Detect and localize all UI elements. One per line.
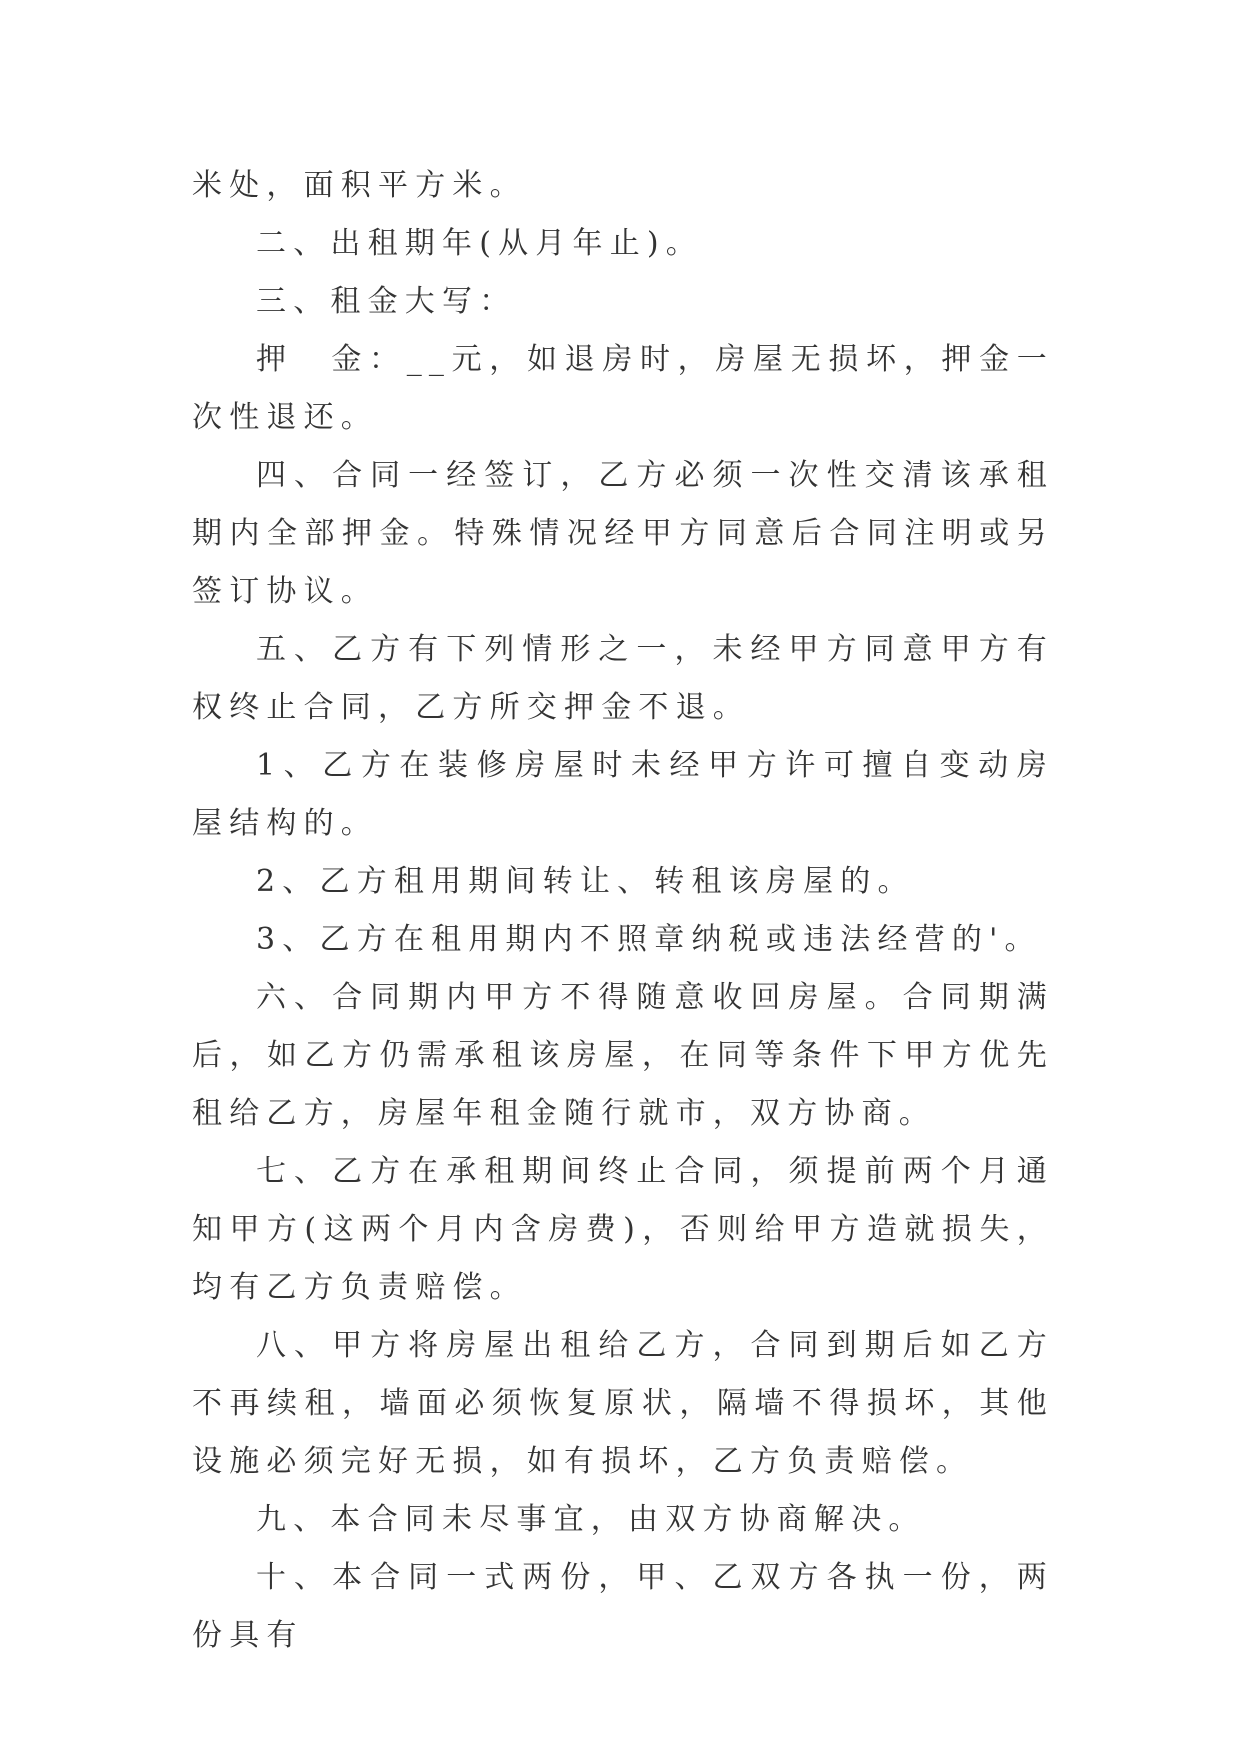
paragraph-clause-9-negotiation: 九、本合同未尽事宜，由双方协商解决。 [256, 1502, 926, 1537]
paragraph-clause-7-early-termination: 七、乙方在承租期间终止合同，须提前两个月通知甲方(这两个月内含房费)，否则给甲方造就损失，均有乙方负责赔偿。 [192, 1154, 1054, 1305]
paragraph-clause-5-termination: 五、乙方有下列情形之一，未经甲方同意甲方有权终止合同，乙方所交押金不退。 [192, 632, 1054, 725]
paragraph-deposit: 押 金：__元，如退房时，房屋无损坏，押金一次性退还。 [192, 342, 1054, 435]
paragraph-clause-2-term: 二、出租期年(从月年止)。 [256, 226, 704, 261]
paragraph-item-1-structure: 1、乙方在装修房屋时未经甲方许可擅自变动房屋结构的。 [192, 748, 1054, 841]
paragraph-clause-3-rent: 三、租金大写： [256, 284, 517, 319]
paragraph-item-2-sublet: 2、乙方租用期间转让、转租该房屋的。 [256, 864, 915, 899]
paragraph-clause-6-renewal: 六、合同期内甲方不得随意收回房屋。合同期满后，如乙方仍需承租该房屋，在同等条件下甲方优先租给乙方，房屋年租金随行就市，双方协商。 [192, 980, 1054, 1131]
paragraph-clause-8-restoration: 八、甲方将房屋出租给乙方，合同到期后如乙方不再续租，墙面必须恢复原状，隔墙不得损坏，其他设施必须完好无损，如有损坏，乙方负责赔偿。 [192, 1328, 1054, 1479]
paragraph-clause-4-payment: 四、合同一经签订，乙方必须一次性交清该承租期内全部押金。特殊情况经甲方同意后合同注明或另签订协议。 [192, 458, 1054, 609]
contract-body [192, 157, 1054, 1665]
paragraph-clause-10-copies: 十、本合同一式两份，甲、乙双方各执一份，两份具有 [192, 1560, 1054, 1653]
paragraph-item-3-tax: 3、乙方在租用期内不照章纳税或违法经营的'。 [256, 922, 1042, 957]
paragraph-area-continuation: 米处，面积平方米。 [192, 168, 527, 203]
